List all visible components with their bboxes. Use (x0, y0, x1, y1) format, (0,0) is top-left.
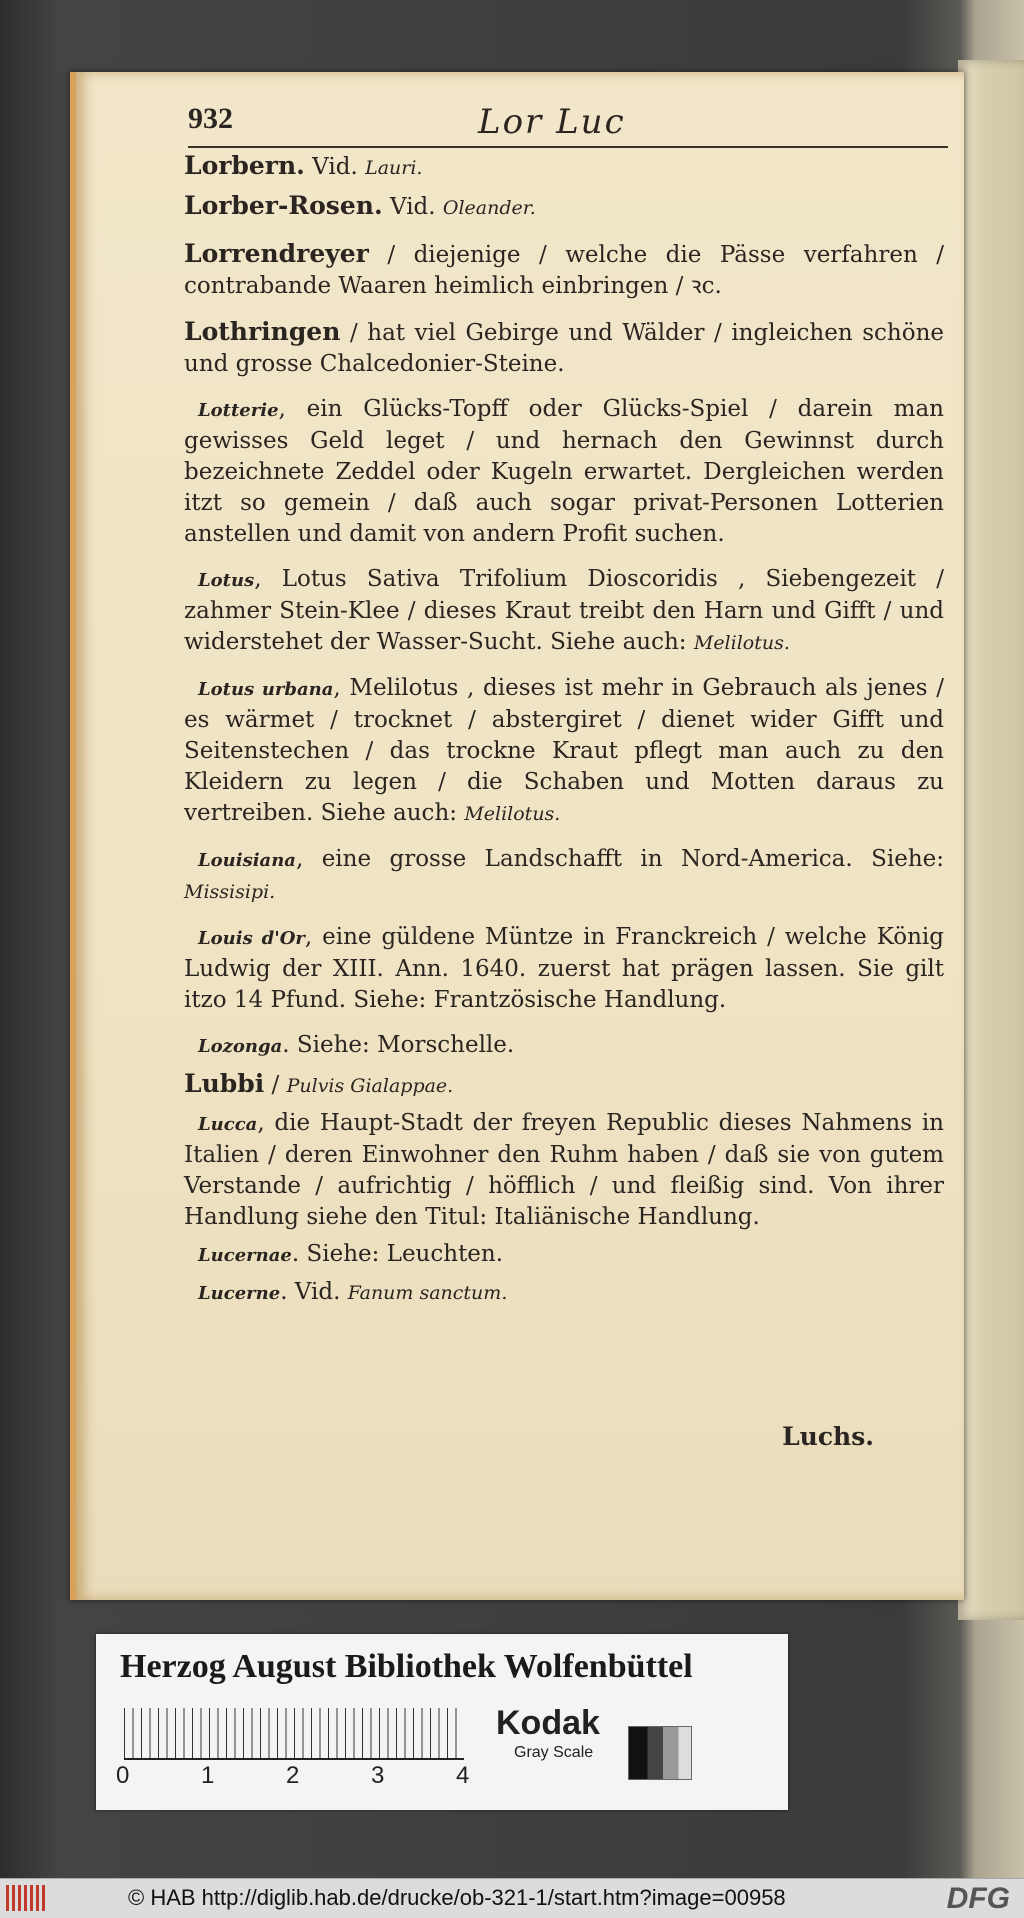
ruler-label: 2 (286, 1762, 300, 1789)
entry (184, 564, 944, 659)
ruler-label: 1 (201, 1762, 215, 1789)
entry (184, 673, 944, 830)
page-header (188, 102, 948, 148)
entry-lemma: Lucerne (198, 1283, 281, 1304)
source-link[interactable]: © HAB http://diglib.hab.de/drucke/ob-321-1/start.htm?image=00958 (128, 1885, 786, 1910)
entry-text: / (264, 1072, 287, 1098)
entry-text: , ein Glücks-Topff oder Glücks-Spiel / darein man gewisses Geld leget / und hernach den Gewinnst durch bezeichnete Zeddel oder Kugeln erwartet. Dergleichen werden itzt so gemein / daß auch sogar privat-Personen Lotterien anstellen und damit von andern Profit suchen. (184, 396, 944, 547)
entry-text: / hat viel Gebirge und Wälder / ingleichen schöne und grosse Chalcedonier-Steine. (184, 320, 944, 377)
entry-text: Vid. (382, 194, 443, 220)
entry-lemma: Lotus urbana (198, 679, 334, 700)
book-page (70, 72, 964, 1600)
entry-lemma: Lorber-Rosen. (184, 191, 383, 220)
entry-text: , eine grosse Landschafft in Nord-America. Siehe: (295, 846, 944, 872)
entry-lemma: Lotterie (198, 400, 279, 421)
entry-reference: Missisipi. (184, 881, 276, 903)
entry-text: . Siehe: Morschelle. (282, 1032, 515, 1058)
ruler-label: 0 (116, 1762, 130, 1789)
hab-logo-icon (6, 1885, 46, 1911)
entry (184, 238, 944, 302)
entry-lemma: Lubbi (184, 1069, 265, 1098)
entry-lemma: Louis d'Or (198, 928, 305, 949)
ruler-label: 3 (371, 1762, 385, 1789)
entry (184, 922, 944, 1016)
gray-scale-patch (628, 1726, 692, 1780)
entry-text: , eine güldene Müntze in Franckreich / welche König Ludwig der XIII. Ann. 1640. zuerst hat prägen lassen. Sie gilt itzo 14 Pfund. Siehe: Frantzösische Handlung. (184, 924, 944, 1013)
entry-text: / diejenige / welche die Pässe verfahren / contrabande Waaren heimlich einbringen / ꝛc. (184, 242, 944, 299)
entry-text: , Melilotus , dieses ist mehr in Gebrauch als jenes / es wärmet / trocknet / abstergiret / dienet wider Gifft und Seitenstechen / das trockne Kraut pflegt man auch zu den Kleidern zu legen / die Schaben und Motten daraus zu vertreiben. Siehe auch: (184, 675, 944, 826)
entry-text: . Vid. (280, 1279, 348, 1305)
entry-reference: Pulvis Gialappae. (286, 1075, 454, 1097)
entry (184, 1108, 944, 1233)
entry-text: . Siehe: Leuchten. (291, 1241, 504, 1267)
entry-lemma: Lozonga (198, 1036, 283, 1057)
entry-lemma: Lorrendreyer (184, 239, 369, 268)
entry-lemma: Lucca (198, 1114, 258, 1135)
entry (184, 316, 944, 380)
entry-text: , Lotus Sativa Trifolium Dioscoridis , Siebengezeit / zahmer Stein-Klee / dieses Kraut treibt den Harn und Gifft / und widerstehet der Wasser-Sucht. Siehe auch: (184, 566, 944, 655)
page-number: 932 (188, 102, 233, 135)
running-head: Lor Luc (478, 102, 626, 142)
entry (184, 1068, 944, 1102)
entry-lemma: Louisiana (198, 850, 296, 871)
ruler-scale (124, 1708, 464, 1760)
ruler-labels (116, 1762, 476, 1792)
color-target-card (96, 1634, 788, 1810)
entry (184, 1277, 944, 1309)
entry-text: , die Haupt-Stadt der freyen Republic dieses Nahmens in Italien / deren Einwohner den Ruhm haben / daß sie von gutem Verstande / aufrichtig / höfflich / und fleißig sind. Von ihrer Handlung siehe den Titul: Italiänische Handlung. (184, 1110, 944, 1230)
entry-reference: Lauri. (365, 157, 423, 179)
entry-reference: Melilotus. (693, 632, 790, 654)
kodak-logo: Kodak (496, 1704, 600, 1742)
entry (184, 1239, 944, 1271)
gray-scale-label: Gray Scale (514, 1744, 594, 1761)
catchword: Luchs. (782, 1422, 874, 1451)
entry (184, 394, 944, 550)
entry-reference: Fanum sanctum. (347, 1282, 508, 1304)
viewer-footer (0, 1878, 1024, 1918)
entry (184, 190, 944, 224)
library-name: Herzog August Bibliothek Wolfenbüttel (120, 1648, 693, 1685)
dictionary-entries (184, 150, 944, 1323)
entry (184, 844, 944, 908)
entry-lemma: Lorbern. (184, 151, 305, 180)
entry-lemma: Lothringen (184, 317, 341, 346)
next-page-edge (958, 60, 1024, 1620)
entry (184, 150, 944, 184)
entry (184, 1030, 944, 1062)
entry-reference: Oleander. (442, 197, 536, 219)
entry-lemma: Lucernae (198, 1245, 292, 1266)
dfg-logo: DFG (946, 1882, 1010, 1915)
ruler-label: 4 (456, 1762, 470, 1789)
entry-reference: Melilotus. (464, 803, 561, 825)
entry-text: Vid. (304, 154, 366, 180)
entry-lemma: Lotus (198, 570, 255, 591)
